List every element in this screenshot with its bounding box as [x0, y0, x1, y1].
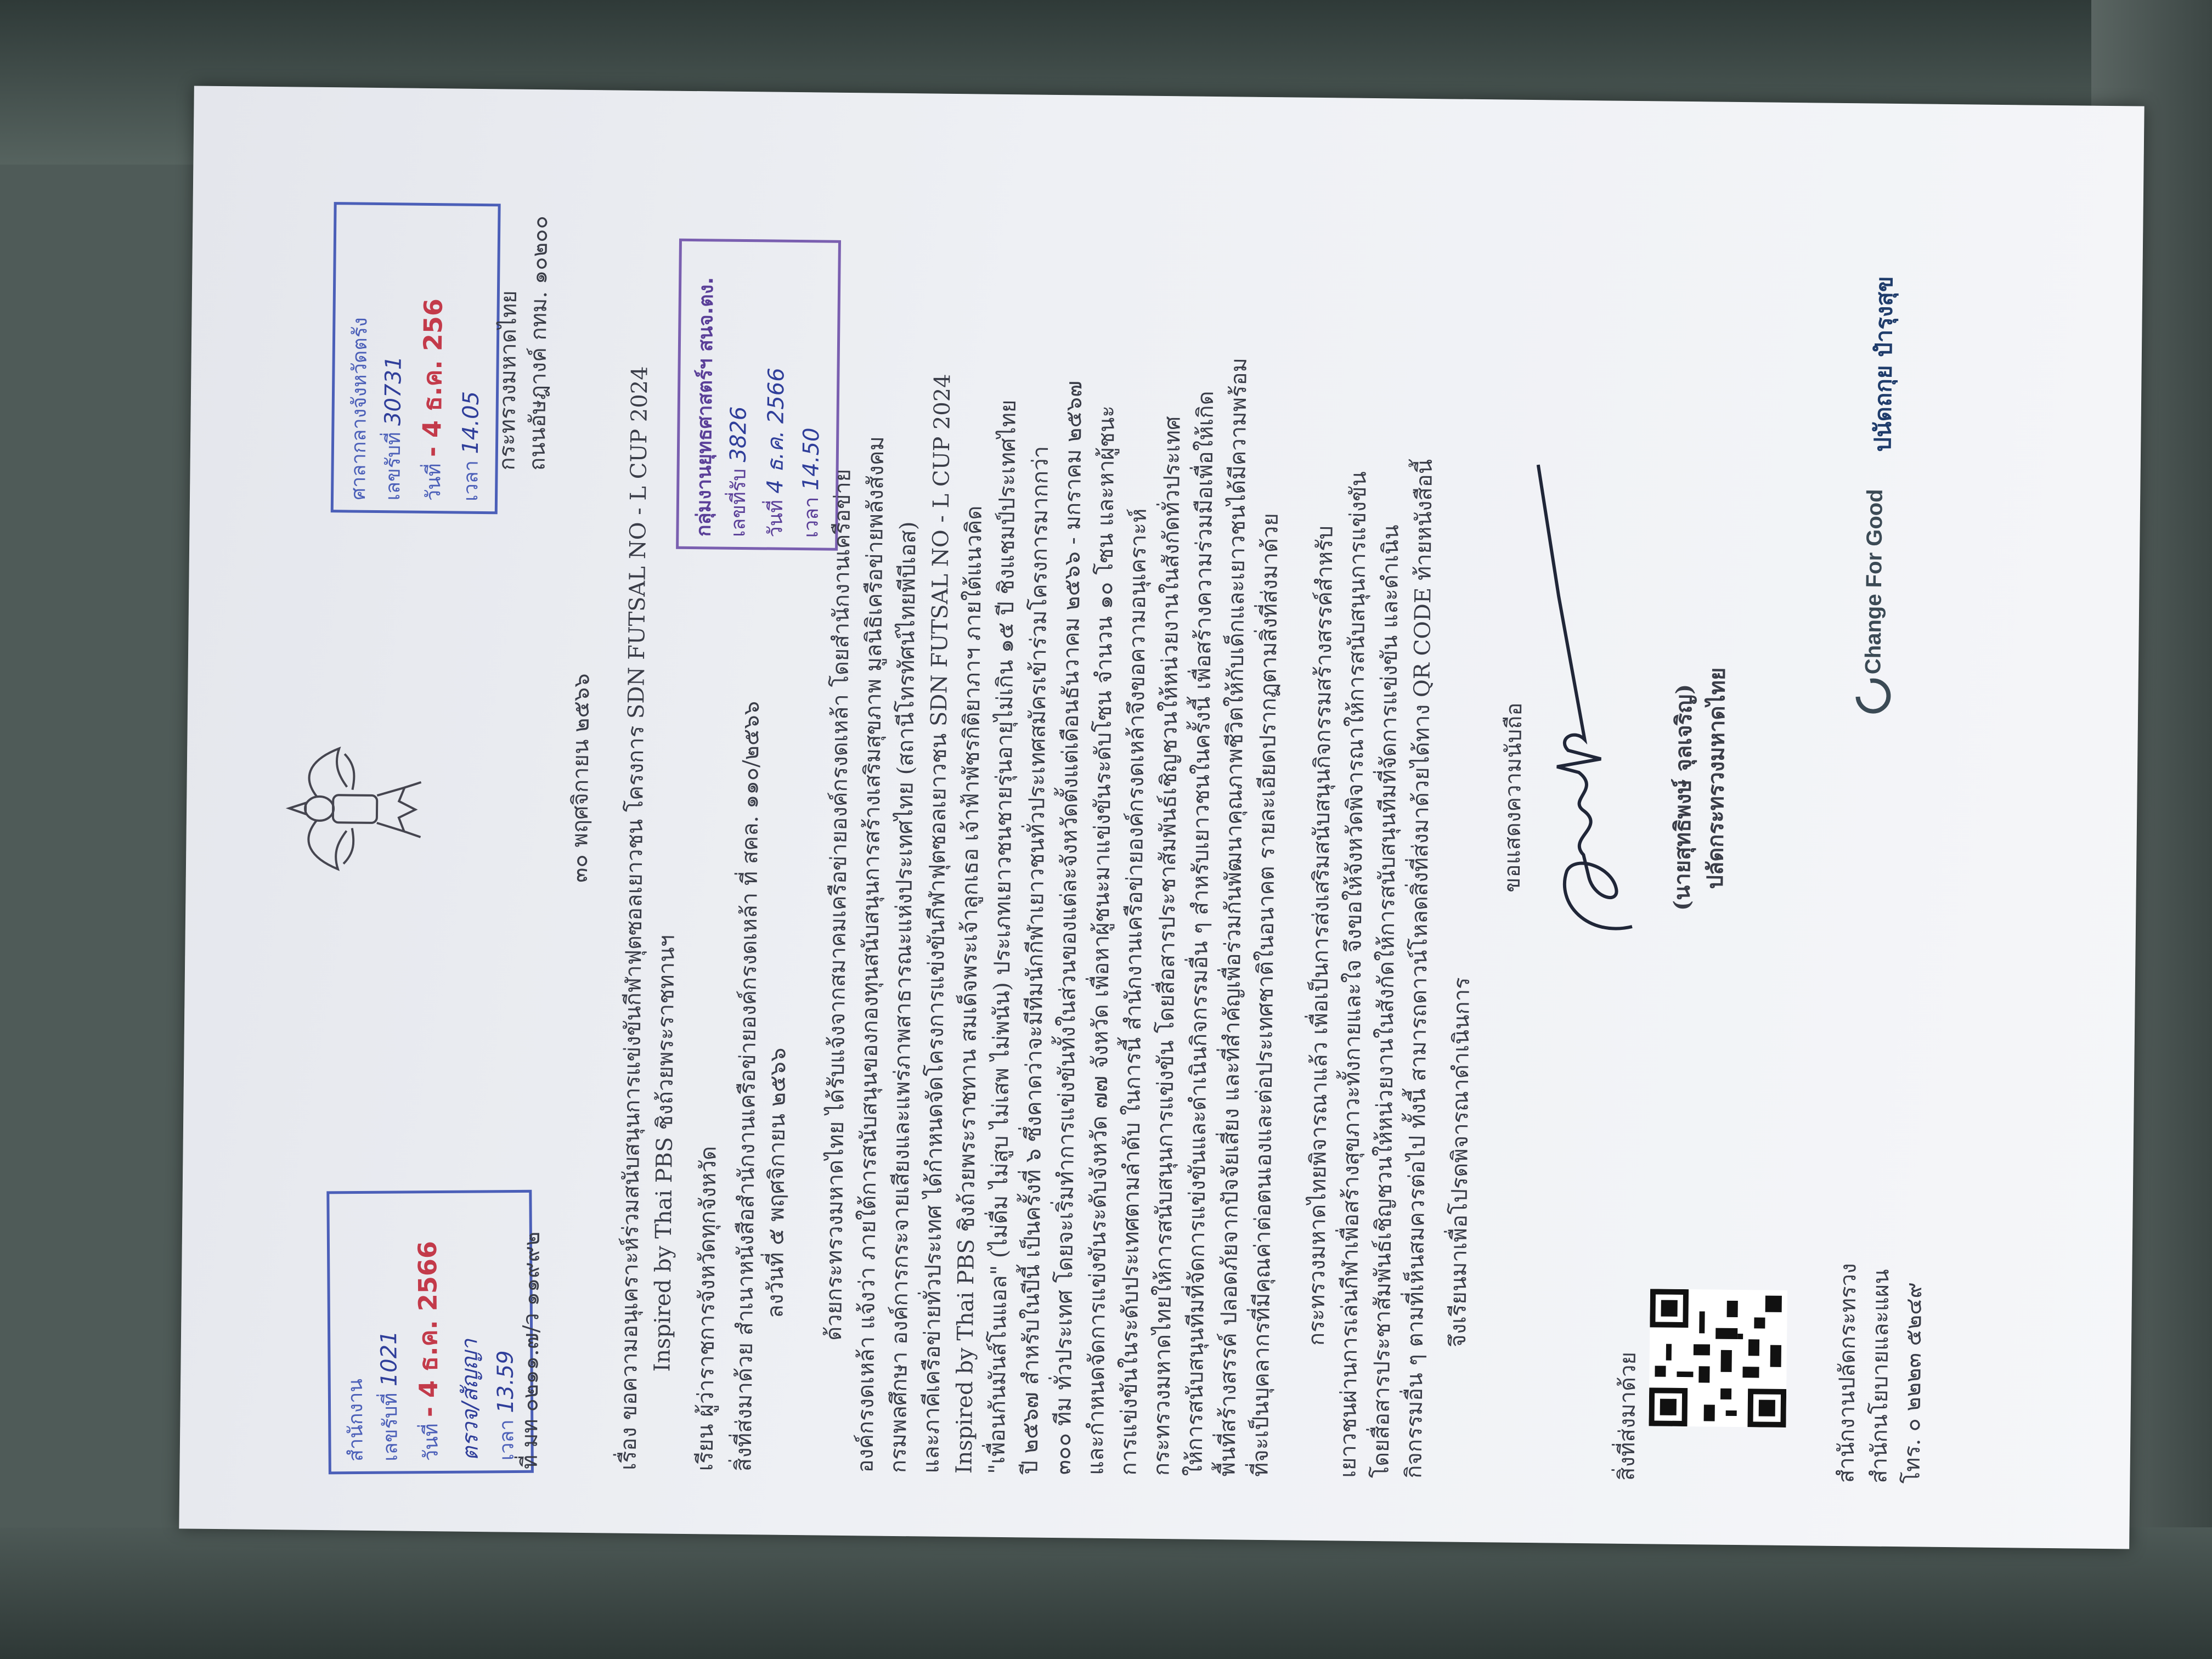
closing-salutation: ขอแสดงความนับถือ — [1499, 702, 1527, 893]
body-line: ที่จะเป็นบุคลากรที่มีคุณค่าต่อตนเองและต่อประเทศชาติในอนาคต รายละเอียดปรากฏตามสิ่งที่ส่งมาด้วย — [1248, 512, 1283, 1477]
stamp-received-no: 1021 — [376, 1330, 402, 1387]
body-line: และกำหนดจัดการแข่งขันระดับจังหวัด ๗๗ จังหวัด เพื่อหาผู้ชนะมาแข่งขันระดับโซน จำนวน ๑๐ โซน และหาผู้ชนะ — [1083, 405, 1120, 1476]
subject-line-2: Inspired by Thai PBS ชิงถ้วยพระราชทานฯ — [650, 934, 680, 1372]
attachment-line-2: ลงวันที่ ๕ พฤศจิกายน ๒๕๖๖ — [763, 1047, 791, 1318]
body-line: องค์กรงดเหล้า แจ้งว่า ภายใต้การสนับสนุนของกองทุนสนับสนุนการสร้างเสริมสุขภาพ มูลนิธิเครือข่ายพลังสังคม — [853, 436, 889, 1473]
body-line: "เพื่อนกันมันส์โนแอล" (ไม่ดื่ม ไม่สูบ ไม่เสพ ไม่พนัน) ประเภทเยาวชนชายรุ่นอายุไม่เกิน ๑๕ ปี ชิงแชมป์ประเทศไทย — [984, 399, 1021, 1475]
stamp-date: - 4 ธ.ค. 256 — [416, 298, 448, 458]
attachment-label: สิ่งที่ส่งมาด้วย — [731, 1342, 758, 1472]
stamp-received-label: เลขรับที่ — [379, 1392, 402, 1462]
stamp-received-no: 3826 — [725, 406, 752, 462]
signature — [1522, 454, 1670, 949]
body-line: เยาวชนผ่านการเล่นกีฬาเพื่อสร้างสุขภาวะทั้งกายและใจ จึงขอให้จังหวัดพิจารณาให้การสนับสนุนการแข่งขัน — [1335, 471, 1372, 1478]
received-stamp-purple — [676, 239, 841, 551]
ministry-address: ถนนอัษฎางค์ กทม. ๑๐๒๐๐ — [524, 215, 553, 471]
stamp-date: - 4 ธ.ค. 2566 — [412, 1240, 444, 1418]
stamp-time-label: เวลา — [495, 1419, 518, 1461]
reference-number: ที่ มท ๐๒๑๑.๗/ว ๑๑๙๙๒ — [517, 1231, 545, 1470]
subject-label: เรื่อง — [616, 1426, 642, 1471]
footer-division: สำนักนโยบายและแผน — [1866, 1269, 1894, 1484]
body-line: โดยสื่อสารประชาสัมพันธ์เชิญชวนให้หน่วยงานในสังกัดให้การสนับสนุนทีมที่จัดการแข่งขัน และดำเนิน — [1368, 524, 1404, 1479]
desk-background-bottom — [0, 1527, 2212, 1659]
change-for-good-text: Change For Good — [1861, 489, 1887, 675]
body-line: และภาคีเครือข่ายทั่วประเทศ ได้กำหนดจัดโครงการแข่งขันกีฬาฟุตซอลเยาวชน SDN FUTSAL NO - L CUP 2024 — [918, 374, 956, 1474]
stamp-date-label: วันที่ — [422, 463, 445, 501]
body-line: พื้นที่สร้างสรรค์ ปลอดภัยจากปัจจัยเสี่ยง และที่สำคัญเพื่อร่วมกันพัฒนาคุณภาพชีวิตให้กับเด็กและเยาวชนได้มีความพร้อม — [1215, 357, 1252, 1477]
letter-page — [211, 105, 2113, 1530]
stamp-received-label: เลขที่รับ — [727, 468, 751, 538]
qr-label: สิ่งที่ส่งมาด้วย — [1614, 1351, 1641, 1481]
stamp-received-no: 30731 — [380, 356, 407, 426]
qr-code-icon — [1649, 1289, 1787, 1427]
received-stamp-left — [326, 1190, 534, 1475]
body-line: ปี ๒๕๖๗ สำหรับในปีนี้ เป็นครั้งที่ ๖ ซึ่งคาดว่าจะมีทีมนักกีฬาเยาวชนทั่วประเทศสมัครเข้าร่วมโครงการมากกว่า — [1017, 445, 1054, 1475]
stamp-date-label: วันที่ — [420, 1423, 443, 1462]
stamp-date: 4 ธ.ค. 2566 — [763, 368, 789, 494]
change-for-good-logo — [1854, 489, 1894, 715]
body-line: กิจกรรมอื่น ๆ ตามที่เห็นสมควรต่อไป ทั้งนี้ สามารถดาวน์โหลดสิ่งที่ส่งมาด้วยได้ทาง QR CODE ท้ายหนังสือนี้ — [1401, 459, 1437, 1479]
body-line: ให้การสนับสนุนทีมที่จัดการแข่งขันและดำเนินกิจกรรมอื่น ๆ สำหรับเยาวชนในครั้งนี้ เพื่อสร้างความร่วมมือเพื่อให้เกิด — [1182, 391, 1219, 1476]
letter-date: ๓๐ พฤศจิกายน ๒๕๖๖ — [567, 673, 595, 883]
stamp-time: 14.50 — [798, 427, 825, 491]
change-for-good-icon — [1854, 676, 1893, 715]
stamp-office: ศาลากลางจังหวัดตรัง — [347, 317, 372, 500]
attachment-text: สำเนาหนังสือสำนักงานเครือข่ายองค์กรงดเหล้า ที่ สคล. ๑๑๐/๒๕๖๖ — [732, 701, 765, 1336]
document-paper — [179, 86, 2144, 1549]
stamp-time: 14.05 — [458, 391, 484, 454]
stamp-dept: ตรวจ/สัญญา — [457, 1339, 483, 1461]
to-text: ผู้ว่าราชการจังหวัดทุกจังหวัด — [693, 1146, 721, 1417]
body-line: ๓๐๐ ทีม ทั่วประเทศ โดยจะเริ่มทำการแข่งขันทั้งในส่วนของแต่ละจังหวัดตั้งแต่เดือนธันวาคม ๒๕๖๖ - มกราคม ๒๕๖๗ — [1050, 380, 1087, 1475]
signer-name: (นายสุทธิพงษ์ จุลเจริญ) — [1669, 684, 1697, 911]
body-line: กระทรวงมหาดไทยให้การสนับสนุนการแข่งขัน โดยสื่อสารประชาสัมพันธ์เชิญชวนให้หน่วยงานในสังกัดทั่วประเทศ — [1149, 416, 1186, 1476]
to-label: เรียน — [692, 1424, 719, 1471]
received-stamp-right — [331, 202, 501, 514]
stamp-received-label: เลขรับที่ — [381, 432, 405, 501]
stamp-office: สำนักงาน — [344, 1378, 368, 1462]
subject-text: ขอความอนุเคราะห์ร่วมสนับสนุนการแข่งขันกีฬาฟุตซอลเยาวชน โครงการ SDN FUTSAL NO - L CUP 2024 — [616, 366, 653, 1420]
body-line: ด้วยกระทรวงมหาดไทย ได้รับแจ้งจากสมาคมเครือข่ายองค์กรงดเหล้า โดยสำนักงานเครือข่าย — [821, 469, 856, 1341]
footer-phone: โทร. ๐ ๒๒๒๓ ๕๒๔๙ — [1899, 1282, 1927, 1484]
ministry-name: กระทรวงมหาดไทย — [494, 290, 522, 471]
stamp-time-label: เวลา — [800, 496, 823, 538]
closing-request: จึงเรียนมาเพื่อโปรดพิจารณาดำเนินการ — [1445, 977, 1475, 1347]
stamp-dept: กลุ่มงานยุทธศาสตร์ฯ สนจ.ตง. — [692, 276, 718, 537]
stamp-date-label: วันที่ — [764, 499, 788, 538]
signer-title: ปลัดกระทรวงมหาดไทย — [1702, 667, 1730, 889]
body-line: Inspired by Thai PBS ชิงถ้วยพระราชทาน สมเด็จพระเจ้าลูกเธอ เจ้าฟ้าพัชรกิติยาภาฯ ภายใต้แนวคิด — [951, 505, 987, 1474]
body-line: กรมพลศึกษา องค์การกระจายเสียงและแพร่ภาพสาธารณะแห่งประเทศไทย (สถานีโทรทัศน์ไทยพีบีเอส) — [885, 521, 921, 1474]
body-line: การแข่งขันในระดับประเทศตามลำดับ ในการนี้ สำนักงานเครือข่ายองค์กรงดเหล้าจึงขอความอนุเคราะห์ — [1116, 508, 1152, 1476]
footer-office: สำนักงานปลัดกระทรวง — [1833, 1263, 1861, 1483]
body-line: กระทรวงมหาดไทยพิจารณาแล้ว เพื่อเป็นการส่งเสริมสนับสนุนกิจกรรมสร้างสรรค์สำหรับ — [1304, 525, 1338, 1346]
stamp-time: 13.59 — [493, 1350, 519, 1414]
stamp-time-label: เวลา — [459, 460, 483, 501]
garuda-emblem-icon — [278, 742, 427, 876]
kr-logo: ปนัดถกุย ปำรุงสุข — [1869, 276, 1898, 452]
